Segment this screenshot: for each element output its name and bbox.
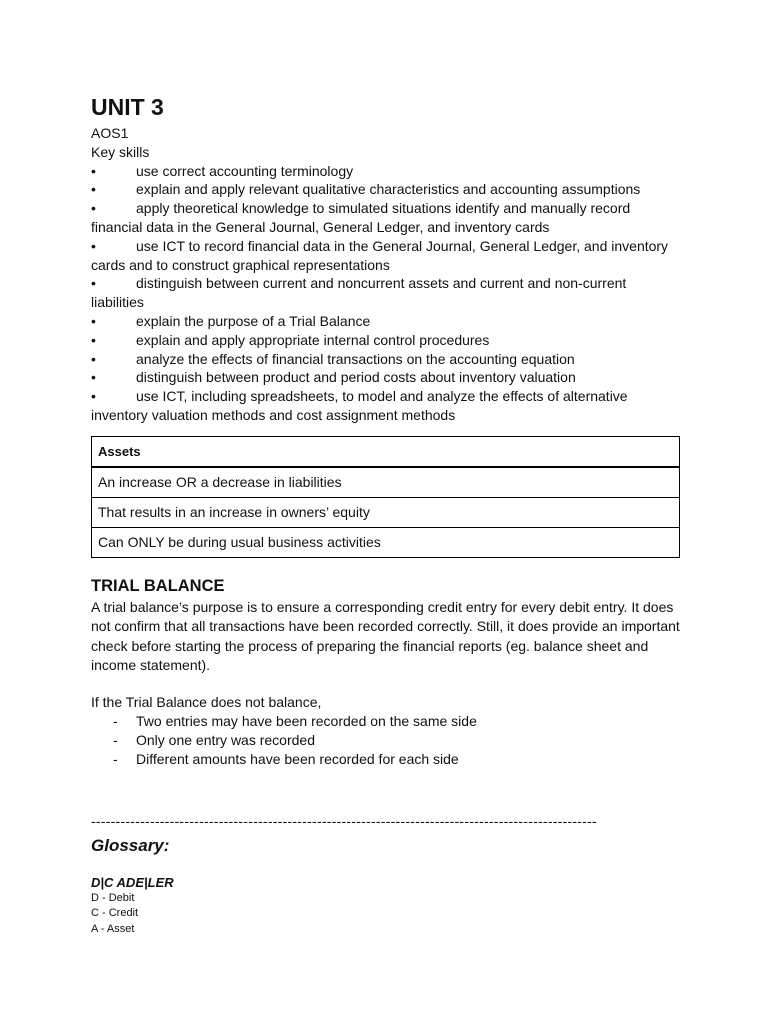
bullet-marker: • [91,162,96,179]
glossary-subheading: D|C ADE|LER [91,874,174,890]
bullet-marker: • [91,388,96,405]
dash-marker: - [113,713,118,730]
table-row [92,467,680,498]
table-header-cell: Assets [92,436,680,467]
skill-text: use correct accounting terminology [136,162,354,179]
bullet-marker: • [91,369,96,386]
skill-text-continued: inventory valuation methods and cost assignment methods [91,406,456,423]
reason-text: Different amounts have been recorded for each side [136,750,459,767]
skill-text: use ICT to record financial data in the General Journal, General Ledger, and inventory [136,237,669,254]
dash-marker: - [113,731,118,748]
assets-table [91,436,680,558]
table-header-row [92,436,680,467]
list-item [91,750,681,769]
table-cell: That results in an increase in owners’ equity [92,497,680,527]
glossary-title: Glossary: [91,835,170,855]
bullet-marker: • [91,275,96,292]
skill-text: explain and apply appropriate internal control procedures [136,331,490,348]
skill-item [91,162,681,181]
unit-title: UNIT 3 [91,94,164,120]
skill-text: use ICT, including spreadsheets, to model and analyze the effects of alternative [136,388,628,405]
table-cell: Can ONLY be during usual business activities [92,527,680,557]
skill-item [91,237,681,275]
trial-balance-intro: If the Trial Balance does not balance, [91,694,322,711]
skill-item [91,312,681,331]
skill-item [91,331,681,350]
bullet-marker: • [91,181,96,198]
paragraph-line: A trial balance’s purpose is to ensure a corresponding credit entry for every debit entry. It does [91,598,674,615]
paragraph-line: check before starting the process of preparing the financial reports (eg. balance sheet and [91,637,649,654]
paragraph-line: income statement). [91,656,211,673]
skill-item [91,368,681,387]
list-item [91,731,681,750]
skill-item [91,180,681,199]
document-content [91,92,681,937]
skill-item [91,274,681,312]
skills-list [91,162,681,425]
reason-text: Two entries may have been recorded on the same side [136,713,477,730]
skill-item [91,350,681,369]
reasons-list [91,712,681,768]
skill-text-continued: financial data in the General Journal, General Ledger, and inventory cards [91,218,550,235]
aos-label: AOS1 [91,125,129,141]
glossary-item: D - Debit [91,891,135,904]
list-item [91,712,681,731]
glossary-item: C - Credit [91,907,139,920]
trial-balance-heading: TRIAL BALANCE [91,576,225,595]
reason-text: Only one entry was recorded [136,731,315,748]
bullet-marker: • [91,200,96,217]
bullet-marker: • [91,331,96,348]
skill-text: distinguish between current and noncurrent assets and current and non-current liabilities [91,275,627,311]
skill-item [91,387,681,425]
skill-text: apply theoretical knowledge to simulated situations identify and manually record [136,200,631,217]
dash-marker: - [113,750,118,767]
skill-text: analyze the effects of financial transactions on the accounting equation [136,350,575,367]
trial-balance-paragraph [91,598,681,676]
table-row [92,497,680,527]
glossary-item: A - Asset [91,922,135,935]
table-cell: An increase OR a decrease in liabilities [92,467,680,498]
paragraph-line: not confirm that all transactions have been recorded correctly. Still, it does provide an important [91,618,680,635]
skill-text-continued: cards and to construct graphical representations [91,256,390,273]
glossary-list [91,891,681,938]
bullet-marker: • [91,350,96,367]
bullet-marker: • [91,312,96,329]
bullet-marker: • [91,237,96,254]
section-divider: ------------------------------------------------------------------------------------------------------- [91,812,597,829]
skill-text: explain the purpose of a Trial Balance [136,312,371,329]
skill-text: explain and apply relevant qualitative characteristics and accounting assumptions [136,181,641,198]
skill-item [91,199,681,237]
skill-text: distinguish between product and period costs about inventory valuation [136,369,576,386]
key-skills-label: Key skills [91,143,150,160]
table-row [92,527,680,557]
